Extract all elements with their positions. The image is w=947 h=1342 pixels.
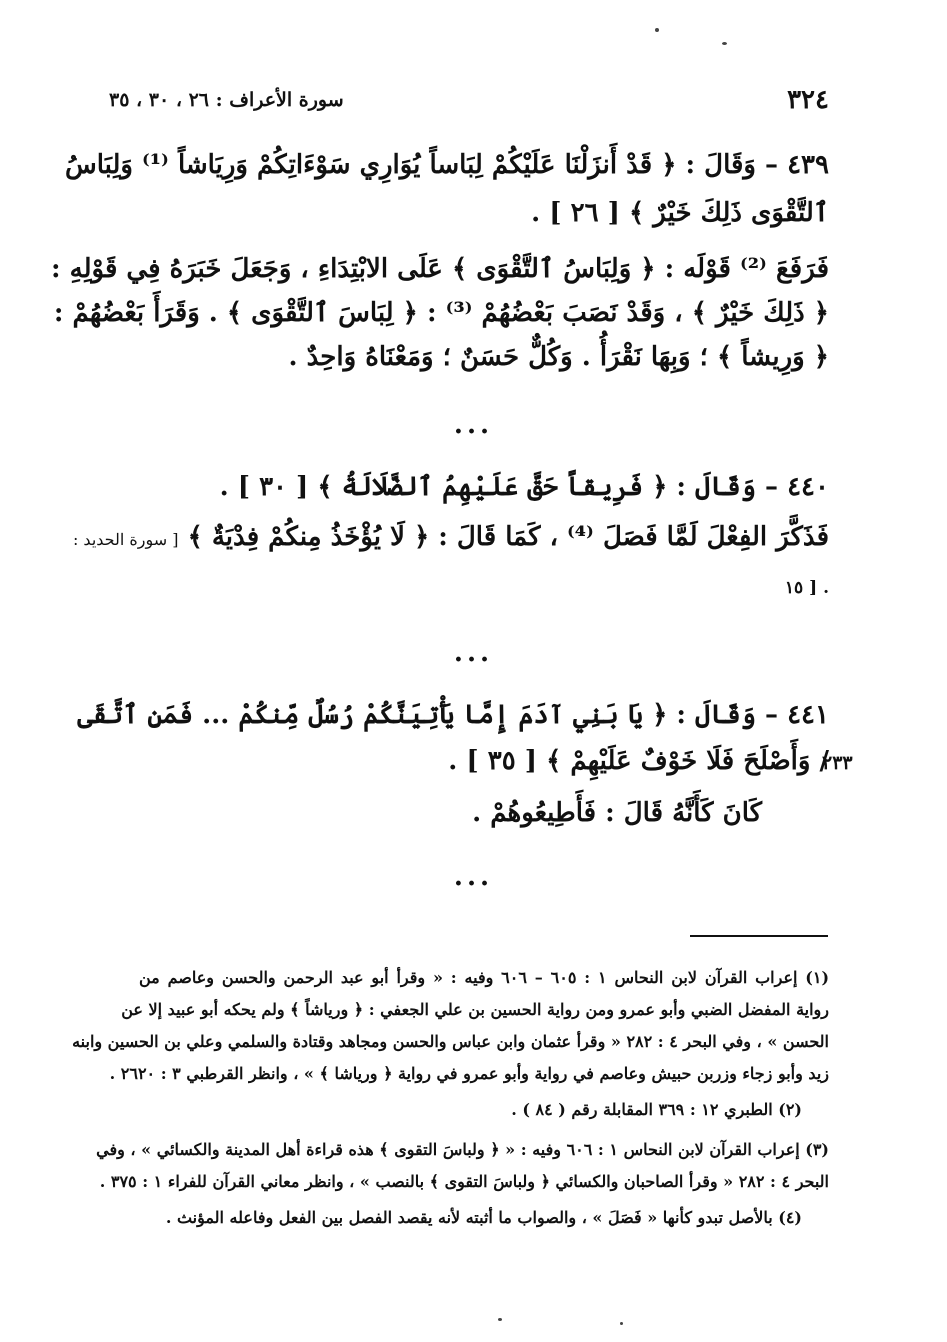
footnote-1-line-3: الحسن » ، وفي البحر ٤ : ٢٨٢ « وقرأ عثمان وابن عباس والحسن ومجاهد وقتادة والسلمي وعلي بن الحسين وابنه: [72, 1032, 829, 1051]
page-number: ٣٢٤: [787, 85, 829, 115]
scan-speck: [655, 28, 659, 32]
entry-441-verse-line-1: ٤٤١ – وَقَالَ : ﴿ يَا بَنِي آدَمَ إِمَّا يَأْتِيَنَّكُمْ رُسُلٌ مِّنكُمْ ... فَمَنِ ٱتَّقَى: [77, 700, 829, 730]
section-separator: ...: [453, 410, 494, 440]
entry-441-verse-line-2: / وَأَصْلَحَ فَلَا خَوْفٌ عَلَيْهِمْ ﴾ [ ٣٥ ] .: [448, 746, 829, 776]
entry-439-comment-line-3: ﴿ وَرِيشاً ﴾ ؛ وَبِهَا نَقْرَأُ . وَكُلٌّ حَسَنٌ ؛ وَمَعْنَاهُ وَاحِدٌ .: [288, 342, 829, 372]
footnote-1-line-2: رواية المفضل الضبي وأبو عمرو ومن رواية الحسين بن علي الجعفي : ﴿ ورياشاً ﴾ ولم يحكه أبو عبيد إلا عن: [121, 1000, 829, 1019]
scan-speck: [620, 1322, 623, 1325]
footnote-3-line-1: (٣) إعراب القرآن لابن النحاس ١ : ٦٠٦ وفيه : « ﴿ ولباسَ التقوى ﴾ هذه قراءة أهل المدينة والكسائي » ، وفي: [96, 1140, 829, 1159]
margin-page-reference: ٢٣٣: [822, 752, 853, 774]
scan-speck: [498, 1318, 502, 1321]
section-separator: ...: [453, 862, 494, 892]
entry-440-comment-line-2: ١٥ ] .: [784, 578, 829, 598]
entry-440-surah-reference: [ سورة الحديد :: [72, 530, 179, 549]
scan-speck: [722, 42, 727, 45]
footnote-3-line-2: البحر ٤ : ٢٨٢ « وقرأ الصاحبان والكسائي ﴿ ولباسَ التقوى ﴾ بالنصب » ، وانظر معاني القرآن للفراء ١ : ٣٧٥ .: [99, 1172, 829, 1191]
entry-440-verse-line: ٤٤٠ – وَقَالَ : ﴿ فَرِيقاً حَقَّ عَلَيْهِمُ ٱلضَّلَالَةُ ﴾ [ ٣٠ ] .: [219, 472, 829, 502]
surah-header: سورة الأعراف : ٢٦ ، ٣٠ ، ٣٥: [109, 89, 344, 111]
entry-440-comment-line-1: [72, 522, 829, 562]
entry-439-comment-line-1: فَرَفَعَ ⁽²⁾ قَوْلَه : ﴿ وَلِبَاسُ ٱلتَّقْوَى ﴾ عَلَى الابْتِدَاءِ ، وَجَعَلَ خَبَرَهُ فِي قَوْلِهِ :: [51, 254, 829, 284]
entry-440-comment-text: فَذَكَّرَ الفِعْلَ لَمَّا فَصَلَ ⁽⁴⁾ ، كَمَا قَالَ : ﴿ لَا يُؤْخَذُ مِنكُمْ فِدْيَةٌ ﴾: [187, 522, 829, 552]
entry-439-verse-line-1: ٤٣٩ – وَقَالَ : ﴿ قَدْ أَنزَلْنَا عَلَيْكُمْ لِبَاساً يُوَارِي سَوْءَاتِكُمْ وَرِيَاشاً ⁽¹⁾ وَلِبَاسُ: [64, 150, 829, 180]
footnote-2: (٢) الطبري ١٢ : ٣٦٩ المقابلة رقم ( ٨٤ ) .: [511, 1100, 802, 1119]
running-head: [109, 82, 829, 118]
entry-439-comment-line-2: ﴿ ذَلِكَ خَيْرٌ ﴾ ، وَقَدْ نَصَبَ بَعْضُهُمْ ⁽³⁾ : ﴿ لِبَاسَ ٱلتَّقْوَى ﴾ . وَقَرَأَ بَعْضُهُمْ :: [53, 298, 829, 328]
footnote-1-line-1: (١) إعراب القرآن لابن النحاس ١ : ٦٠٥ – ٦٠٦ وفيه : « وقرأ أبو عبد الرحمن والحسن وعاصم من: [139, 968, 830, 987]
entry-441-comment: كَانَ كَأَنَّهُ قَالَ : فَأَطِيعُوهُمْ .: [472, 798, 762, 828]
footnote-divider: [690, 935, 828, 937]
section-separator: ...: [453, 638, 494, 668]
entry-439-verse-line-2: ٱلتَّقْوَى ذَلِكَ خَيْرٌ ﴾ [ ٢٦ ] .: [531, 198, 829, 228]
footnote-4: (٤) بالأصل تبدو كأنها « فَصَلَ » ، والصواب ما أثبته لأنه يقصد الفصل بين الفعل وفاعله المؤنث .: [165, 1208, 802, 1227]
footnote-1-line-4: زيد وأبو زجاء وزربن حبيش وعاصم في رواية وأبو عمرو في رواية ﴿ ورياشا ﴾ » ، وانظر القرطبي ٣ : ٢٦٢٠ .: [109, 1064, 829, 1083]
